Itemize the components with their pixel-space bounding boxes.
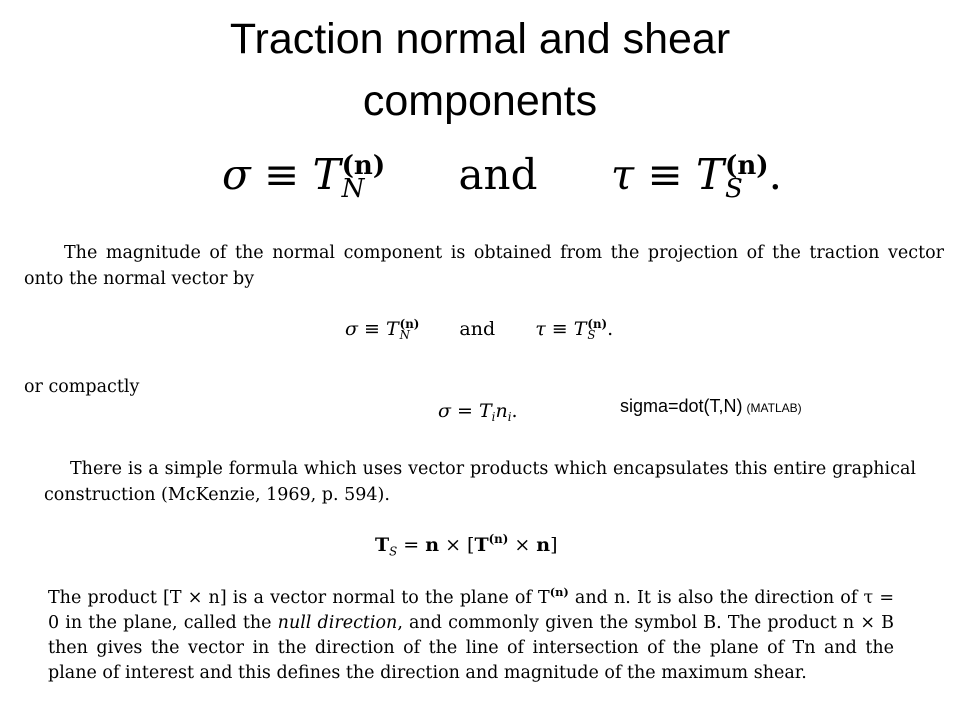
product-text-3: , and commonly given the symbol B. The product n × B then gives the vector in the direction of the line of intersection of the plane of Tn and the plane of interest and this defines the direction and magnitude of the maximum shear.	[48, 612, 895, 683]
null-direction-term: null direction	[277, 612, 398, 633]
shear-vector-equation: $T_S = n \times [T^{(n)} \times n]$	[375, 532, 558, 559]
title-line-1: Traction normal and shear	[229, 15, 731, 63]
definition-equation-small: σ ≡ T (n) N and τ ≡ T (n) S .	[345, 317, 614, 342]
or-compactly-text: or compactly	[24, 377, 140, 397]
matlab-label: (MATLAB)	[746, 401, 802, 415]
superscript-n: (n)	[549, 585, 569, 599]
definition-equation-large: σ ≡ T (n) N and τ ≡ T (n) S .	[222, 150, 782, 204]
and-word: and	[458, 150, 538, 199]
paragraph-projection: The magnitude of the normal component is obtained from the projection of the traction vector onto the normal vector by	[24, 243, 944, 289]
product-text-1: The product [T × n] is a vector normal to the plane of T	[48, 587, 550, 608]
title-line-2: components	[362, 77, 598, 125]
product-text-2: and n. It is also the direction of τ = 0 in the plane, called the	[48, 587, 894, 633]
compact-equation: $\sigma = T_in_i$.	[438, 400, 518, 425]
matlab-note	[620, 396, 802, 417]
matlab-code: sigma=dot(T,N)	[620, 396, 743, 416]
slide-title	[60, 8, 900, 132]
paragraph-formula: There is a simple formula which uses vector products which encapsulates this entire graphical construction (McKenzie, 1969, p. 594).	[44, 459, 916, 505]
paragraph-product	[48, 580, 894, 686]
and-word-small: and	[459, 318, 496, 340]
